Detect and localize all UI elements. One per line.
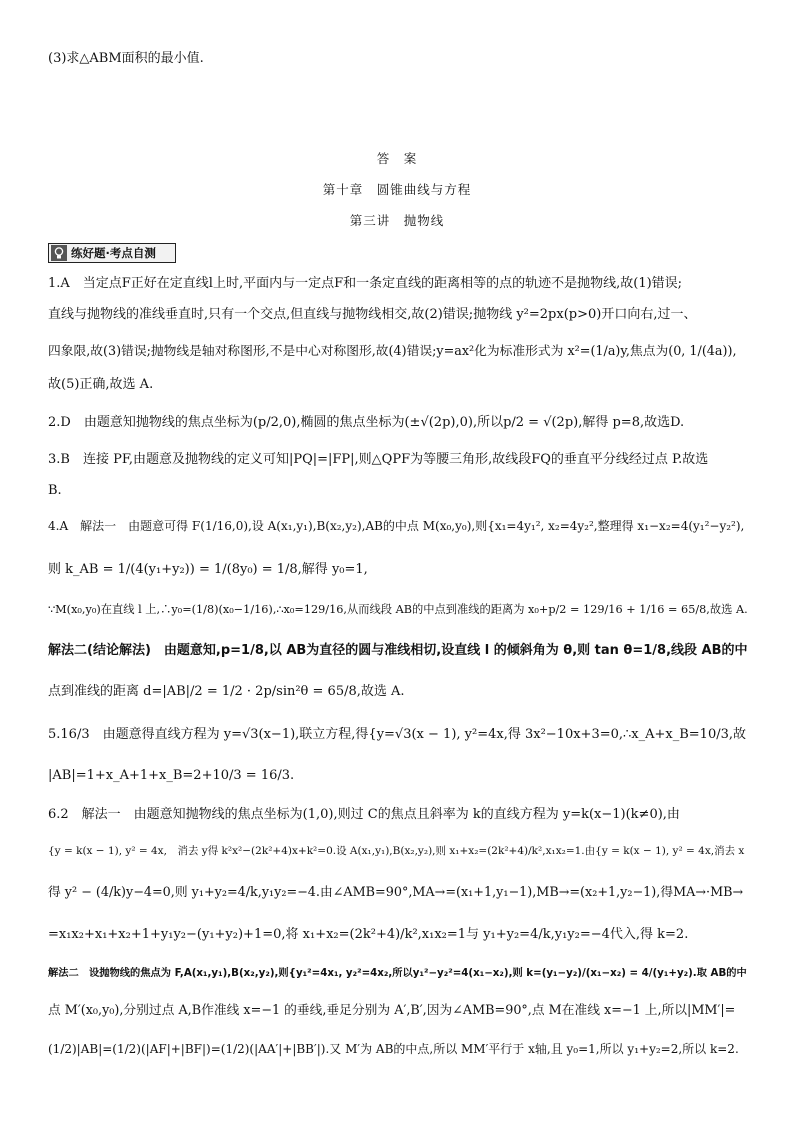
- answer-line: (1/2)|AB|=(1/2)(|AF|+|BF|)=(1/2)(|AA′|+|BB′|).又 M′为 AB的中点,所以 MM′平行于 x轴,且 y₀=1,所以 y₁+y₂=2,所以 k=2.: [48, 1042, 739, 1056]
- answer-line: 2.D 由题意知抛物线的焦点坐标为(p/2,0),椭圆的焦点坐标为(±√(2p),0),所以p/2 = √(2p),解得 p=8,故选D.: [48, 415, 685, 430]
- answer-line: 点到准线的距离 d=|AB|/2 = 1/2 · 2p/sin²θ = 65/8,故选 A.: [48, 684, 405, 699]
- answer-line: 得 y² − (4/k)y−4=0,则 y₁+y₂=4/k,y₁y₂=−4.由∠AMB=90°,MA→=(x₁+1,y₁−1),MB→=(x₂+1,y₂−1),得MA→·MB→: [48, 885, 744, 900]
- answer-line: 5.16/3 由题意得直线方程为 y=√3(x−1),联立方程,得{y=√3(x − 1), y²=4x,得 3x²−10x+3=0,∴x_A+x_B=10/3,故: [48, 727, 746, 742]
- answer-line: {y = k(x − 1), y² = 4x, 消去 y得 k²x²−(2k²+4)x+k²=0.设 A(x₁,y₁),B(x₂,y₂),则 x₁+x₂=(2k²+4)/k²,x₁x₂=1.由{y = k(x − 1), y² = 4x,消去 x: [48, 845, 745, 857]
- answer-line: 则 k_AB = 1/(4(y₁+y₂)) = 1/(8y₀) = 1/8,解得 y₀=1,: [48, 562, 368, 577]
- answer-line: 故(5)正确,故选 A.: [48, 377, 154, 392]
- lecture-title: 第三讲 抛物线: [349, 213, 445, 228]
- lightbulb-icon: [51, 245, 67, 261]
- answer-line: B.: [48, 483, 62, 498]
- section-label: [48, 243, 176, 263]
- answer-line: 6.2 解法一 由题意知抛物线的焦点坐标为(1,0),则过 C的焦点且斜率为 k的直线方程为 y=k(x−1)(k≠0),由: [48, 807, 680, 822]
- answer-line: 四象限,故(3)错误;抛物线是轴对称图形,不是中心对称图形,故(4)错误;y=ax²化为标准形式为 x²=(1/a)y,焦点为(0, 1/(4a)),: [48, 344, 737, 359]
- chapter-title: 第十章 圆锥曲线与方程: [322, 182, 472, 197]
- answer-line: |AB|=1+x_A+1+x_B=2+10/3 = 16/3.: [48, 768, 295, 783]
- answer-line: 4.A 解法一 由题意可得 F(1/16,0),设 A(x₁,y₁),B(x₂,y₂),AB的中点 M(x₀,y₀),则{x₁=4y₁², x₂=4y₂²,整理得 x₁−x₂=4(y₁²−y₂²),: [48, 519, 745, 533]
- question-part-3: (3)求△ABM面积的最小值.: [48, 51, 204, 66]
- section-label-text: 练好题·考点自测: [71, 246, 156, 260]
- answer-line: 直线与抛物线的准线垂直时,只有一个交点,但直线与抛物线相交,故(2)错误;抛物线 y²=2px(p>0)开口向右,过一、: [48, 307, 697, 322]
- answer-line: 点 M′(x₀,y₀),分别过点 A,B作准线 x=−1 的垂线,垂足分别为 A′,B′,因为∠AMB=90°,点 M在准线 x=−1 上,所以|MM′|=: [48, 1003, 736, 1018]
- answer-line: 解法二 设抛物线的焦点为 F,A(x₁,y₁),B(x₂,y₂),则{y₁²=4x₁, y₂²=4x₂,所以y₁²−y₂²=4(x₁−x₂),则 k=(y₁−y₂)/(x₁−x₂) = 4/(y₁+y₂).取 AB的中: [48, 967, 747, 979]
- answer-line: =x₁x₂+x₁+x₂+1+y₁y₂−(y₁+y₂)+1=0,将 x₁+x₂=(2k²+4)/k²,x₁x₂=1与 y₁+y₂=4/k,y₁y₂=−4代入,得 k=2.: [48, 927, 689, 942]
- answer-heading: 答 案: [376, 151, 418, 166]
- answer-line: 1.A 当定点F正好在定直线l上时,平面内与一定点F和一条定直线的距离相等的点的轨迹不是抛物线,故(1)错误;: [48, 276, 683, 291]
- answer-line: 解法二(结论解法) 由题意知,p=1/8,以 AB为直径的圆与准线相切,设直线 l 的倾斜角为 θ,则 tan θ=1/8,线段 AB的中: [48, 643, 748, 658]
- answer-line: ∵M(x₀,y₀)在直线 l 上,∴y₀=(1/8)(x₀−1/16),∴x₀=129/16,从而线段 AB的中点到准线的距离为 x₀+p/2 = 129/16 + 1/16 = 65/8,故选 A.: [48, 603, 748, 616]
- answer-line: 3.B 连接 PF,由题意及抛物线的定义可知|PQ|=|FP|,则△QPF为等腰三角形,故线段FQ的垂直平分线经过点 P.故选: [48, 452, 709, 467]
